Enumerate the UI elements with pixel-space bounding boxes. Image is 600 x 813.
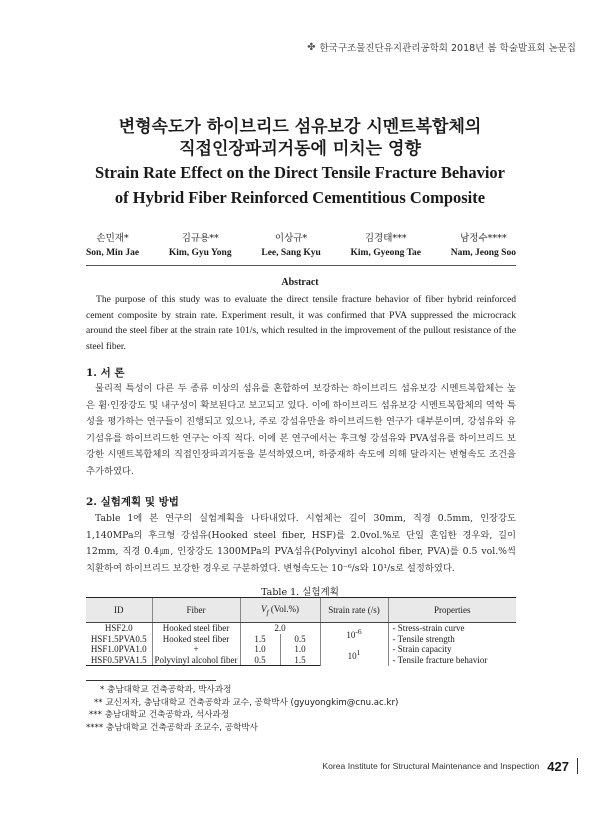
english-title-line-1: Strain Rate Effect on the Direct Tensile Fracture Behavior bbox=[95, 163, 505, 182]
author-name-english: Kim, Gyeong Tae bbox=[350, 248, 421, 258]
cell-fiber: Hooked steel fiber bbox=[152, 623, 240, 634]
col-header-strain-rate: Strain rate (/s) bbox=[320, 598, 388, 623]
cell-volume-steel: 1.5 bbox=[240, 634, 280, 645]
author-name-english: Nam, Jeong Soo bbox=[450, 248, 516, 258]
cell-id: HSF2.0 bbox=[104, 623, 133, 634]
section-heading-introduction: 1. 서 론 bbox=[86, 367, 125, 379]
cell-volume: 2.0 bbox=[240, 623, 320, 634]
cell-strain-rate-2: $10^1$ bbox=[320, 644, 388, 666]
table-row bbox=[86, 623, 516, 634]
author bbox=[451, 231, 516, 261]
col-header-id: ID bbox=[86, 598, 152, 623]
author-name-korean: 김규용** bbox=[181, 233, 219, 244]
page-footer bbox=[322, 758, 578, 774]
author bbox=[351, 231, 421, 261]
cell-id: HSF1.0PVA1.0 bbox=[90, 644, 147, 655]
cell-fiber: Hooked steel fiber bbox=[152, 634, 240, 645]
footer-bar bbox=[577, 758, 578, 774]
cell-volume-steel: 1.0 bbox=[240, 644, 280, 655]
cell-volume-pva: 0.5 bbox=[280, 634, 320, 645]
footnote: *** 충남대학교 건축공학과, 석사과정 bbox=[89, 710, 230, 720]
cell-properties: - Stress-strain curve - Tensile strength - Strain capacity - Tensile fracture behavior bbox=[388, 623, 516, 666]
korean-title-line-2: 직접인장파괴거동에 미치는 영향 bbox=[179, 139, 421, 159]
author-name-english: Kim, Gyu Yong bbox=[168, 248, 232, 258]
footnote-divider bbox=[86, 680, 216, 681]
english-title-line-2: of Hybrid Fiber Reinforced Cementitious Composite bbox=[114, 188, 486, 207]
page-number: 427 bbox=[547, 758, 569, 774]
col-header-fiber: Fiber bbox=[152, 598, 240, 623]
col-header-properties: Properties bbox=[388, 598, 516, 623]
author-name-english: Son, Min Jae bbox=[86, 248, 140, 258]
abstract-text: The purpose of this study was to evaluate the direct tensile fracture behavior of fiber hybrid reinforced cement composite by strain rate. Experiment result, it was confirmed that PVA suppressed the microcrack around the steel fiber at the strain rate 101/s, which resulted in the improvement of the pullout resistance of the steel fiber. bbox=[86, 294, 516, 352]
author-name-korean: 이상규* bbox=[274, 233, 308, 244]
cell-fiber: + bbox=[152, 644, 240, 655]
author bbox=[169, 231, 232, 261]
abstract-heading: Abstract bbox=[281, 277, 319, 288]
table-header-row bbox=[86, 598, 516, 623]
cell-volume-steel: 0.5 bbox=[240, 655, 280, 666]
table-caption: Table 1. 실험계획 bbox=[261, 587, 339, 598]
author-name-english: Lee, Sang Kyu bbox=[261, 248, 321, 258]
journal-name: 한국구조물진단유지관리공학회 2018년 봄 학술발표회 논문집 bbox=[319, 43, 576, 54]
divider bbox=[86, 265, 516, 266]
footer-institute: Korea Institute for Structural Maintenance and Inspection bbox=[322, 761, 540, 771]
author-name-korean: 손민재* bbox=[96, 233, 129, 244]
korean-title-line-1: 변형속도가 하이브리드 섬유보강 시멘트복합체의 bbox=[118, 117, 482, 137]
author-name-korean: 김경태*** bbox=[364, 233, 407, 244]
running-header bbox=[307, 40, 576, 54]
footnote: ** 교신저자, 충남대학교 건축공학과 교수, 공학박사 (gyuyongkim@cnu.ac.kr) bbox=[94, 697, 399, 708]
cell-strain-rate-1: $10^{-6}$ bbox=[320, 623, 388, 645]
author-name-korean: 남정수**** bbox=[460, 233, 507, 244]
experiment-plan-table bbox=[86, 597, 516, 666]
col-header-volume: $V_f$ (Vol.%) bbox=[240, 598, 320, 623]
cell-id: HSF1.5PVA0.5 bbox=[90, 633, 147, 644]
cell-id: HSF0.5PVA1.5 bbox=[86, 655, 152, 666]
section-heading-method: 2. 실험계획 및 방법 bbox=[86, 496, 179, 508]
method-paragraph: Table 1에 본 연구의 실험계획을 나타내었다. 시험체는 길이 30mm, 직경 0.5mm, 인장강도 1,140MPa의 후크형 강섬유(Hooked steel fiber, HSF)를 2.0vol.%로 단일 혼입한 경우와, 길이 12mm, 직경 0.4㎛, 인장강도 1300MPa의 PVA섬유(Polyvinyl alcohol fiber, PVA)를 0.5 vol.%씩 치환하여 하이브리드 보강한 경우로 구분하였다. 변형속도는 10⁻⁶/s와 10¹/s로 설정하였다. bbox=[86, 513, 516, 574]
author-list bbox=[86, 231, 516, 261]
author bbox=[86, 231, 139, 261]
cell-fiber: Polyvinyl alcohol fiber bbox=[152, 655, 240, 666]
introduction-paragraph: 물리적 특성이 다른 두 종류 이상의 섬유를 혼합하여 보강하는 하이브리드 섬유보강 시멘트복합체는 높은 휨·인장강도 및 내구성이 확보된다고 보고되고 있다. 이에 하이브리드 섬유보강 시멘트복합체의 역학 특성을 평가하는 연구들이 진행되고 있으나, 주로 강섬유만을 하이브리드한 연구가 대부분이며, 강섬유와 유기섬유를 하이브리드한 연구는 아직 적다. 이에 본 연구에서는 후크형 강섬유와 PVA섬유를 하이브리드 보강한 시멘트복합체의 직접인장파괴거동을 분석하였으며, 하중재하 속도에 의해 달라지는 변형속도 조건을 추가하였다. bbox=[86, 383, 516, 477]
footnote: * 충남대학교 건축공학과, 박사과정 bbox=[100, 685, 232, 695]
cell-volume-pva: 1.0 bbox=[280, 644, 320, 655]
author bbox=[261, 231, 320, 261]
cell-volume-pva: 1.5 bbox=[280, 655, 320, 666]
footnotes bbox=[86, 684, 399, 734]
journal-logo-icon: ✤ bbox=[307, 41, 315, 53]
footnote: **** 충남대학교 건축공학과 조교수, 공학박사 bbox=[86, 722, 258, 733]
